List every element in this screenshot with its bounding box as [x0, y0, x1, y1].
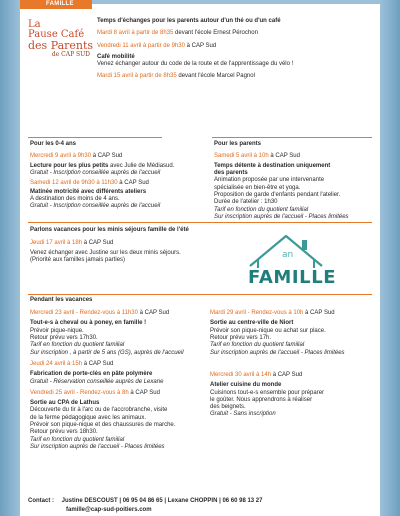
- cafe-section: [97, 18, 293, 80]
- parents-desc-4: Durée de l'atelier : 1h30: [214, 199, 278, 206]
- event-1-line-2: Retour prévu vers 17h30.: [30, 334, 98, 341]
- sejours-date: Jeudi 17 avril à 18h à CAP Sud: [30, 240, 114, 247]
- divider: [212, 137, 372, 138]
- event-3-note-2: Sur inscription auprès de l'accueil - Places limitées: [30, 444, 165, 450]
- event-4-note-1: Tarif en fonction du quotient familial: [210, 342, 305, 349]
- brand-word: FAMILLE: [248, 267, 337, 288]
- cafe-mobilite-desc: Venez échanger autour du code de la route et de l'apprentissage du vélo !: [97, 61, 294, 68]
- event-4-line-2: Retour prévu vers 17h.: [210, 334, 272, 341]
- event-4-date: Mardi 29 avril - Rendez-vous à 10h à CAP Sud: [210, 310, 335, 316]
- event-1-line-1: Prévoir pique-nique.: [30, 327, 84, 334]
- sejours-title: Parlons vacances pour les minis séjours famille de l'été: [30, 227, 189, 233]
- vacances-title-block: [30, 297, 92, 304]
- event-4-line-1: Prévoir son pique-nique ou achat sur place.: [210, 327, 326, 334]
- event-1-note-2: Sur inscription , à partir de 5 ans (GS), auprès de l'accueil: [30, 349, 184, 356]
- vacances-right-column: [210, 310, 345, 419]
- kids-title: Pour les 0-4 ans: [30, 141, 77, 147]
- event-5-date: Mercredi 30 avril à 14h à CAP Sud: [210, 371, 303, 378]
- parents-note-2: Sur inscription auprès de l'accueil - Places limitées: [214, 213, 349, 220]
- parents-desc-3: Proposition de garde d'enfants pendant l'atelier.: [214, 191, 341, 198]
- event-3-line-1: Découverte du tir à l'arc ou de l'accrobranche, visite: [30, 407, 168, 414]
- parents-desc-1: Animation proposée par une intervenante: [214, 177, 325, 184]
- kids-section: [30, 141, 174, 211]
- sejours-desc-1: Venez échanger avec Justine sur les deux minis séjours.: [30, 249, 181, 256]
- sejours-desc-2: (Priorité aux familles jamais parties): [30, 256, 126, 263]
- event-2-date: Jeudi 24 avril à 15h à CAP Sud: [30, 360, 114, 367]
- contact-label: Contact :: [28, 498, 54, 504]
- event-1-note-1: Tarif en fonction du quotient familial: [30, 342, 125, 349]
- event-5-note-1: Gratuit - Sans inscription: [210, 411, 276, 418]
- vacances-title: Pendant les vacances: [30, 297, 93, 303]
- parents-event-title-2: des parents: [214, 169, 248, 176]
- contact-names-phones: Justine DESCOUST | 06 95 04 86 65 | Lexane CHOPPIN | 06 60 98 13 27: [61, 498, 263, 504]
- cafe-title: Temps d'échanges pour les parents autour d'un thé ou d'un café: [97, 18, 281, 24]
- kids-event-a-date: Mercredi 9 avril à 9h30 à CAP Sud: [30, 153, 123, 160]
- event-2-title: Fabrication de porte-clés en pâte polymère: [30, 371, 153, 378]
- cafe-row-1: Mardi 8 avril à partir de 8h35 devant l'école Ernest Pérochon: [97, 30, 258, 37]
- sejours-section: [30, 227, 189, 264]
- divider: [28, 294, 372, 295]
- parents-event-title: Temps détente à destination uniquement: [214, 162, 331, 169]
- event-5-title: Atelier cuisine du monde: [210, 382, 282, 389]
- divider: [28, 222, 372, 223]
- pause-cafe-logo: La Pause Café des Parents de CAP SUD: [28, 19, 94, 58]
- event-3-line-3: Prévoir son pique-nique et des chaussures de marche.: [30, 422, 176, 429]
- contact-email[interactable]: famille@cap-sud-poitiers.com: [66, 507, 152, 513]
- event-2-note: Gratuit - Réservation conseillée auprès de Lexane: [30, 378, 164, 385]
- parents-section: [214, 141, 349, 221]
- contact-line: [28, 498, 262, 505]
- cafe-row-2: Vendredi 11 avril à partir de 9h30 à CAP Sud: [97, 42, 217, 49]
- vacances-left-column: [30, 310, 184, 451]
- event-4-title: Sortie au centre-ville de Niort: [210, 320, 294, 327]
- event-5-line-2: le goûter. Nous apprendrons à réaliser: [210, 396, 313, 403]
- parents-title: Pour les parents: [214, 141, 262, 147]
- parents-desc-2: spécialisée en bien-être et yoga.: [214, 184, 301, 191]
- event-5-line-1: Cuisinons tout-e-s ensemble pour préparer: [210, 389, 325, 396]
- event-4-note-2: Sur inscription auprès de l'accueil - Places limitées: [210, 349, 345, 356]
- kids-event-a-note: Gratuit - Inscription conseillée auprès de l'accueil: [30, 169, 161, 176]
- event-1-date: Mercredi 23 avril - Rendez-vous à 11h30 à CAP Sud: [30, 310, 170, 316]
- cafe-row-4: Mardi 15 avril à partir de 8h35 devant l'école Marcel Pagnol: [97, 72, 255, 79]
- divider: [28, 137, 162, 138]
- kids-event-b-date: Samedi 12 avril de 9h30 à 11h30 à CAP Sud: [30, 180, 149, 187]
- event-1-title: Tout-e-s à cheval ou à poney, en famille !: [30, 320, 147, 327]
- section-tab: FAMILLE: [20, 0, 92, 9]
- kids-event-b-desc: A destination des moins de 4 ans.: [30, 195, 120, 202]
- kids-event-a-title: Lecture pour les plus petits avec Julie de Médiasud.: [30, 162, 175, 169]
- event-3-line-4: Retour prévu vers 18h30.: [30, 429, 98, 436]
- event-3-line-2: de la ferme pédagogique avec les animaux.: [30, 414, 147, 421]
- event-3-title: Sortie au CPA de Lathus: [30, 400, 100, 407]
- kids-event-b-note: Gratuit - Inscription conseillée auprès de l'accueil: [30, 203, 161, 210]
- parents-date: Samedi 5 avril à 10h à CAP Sud: [214, 153, 300, 160]
- brand-small-word: an: [282, 250, 294, 260]
- cafe-mobilite-title: Café mobilité: [97, 53, 135, 60]
- event-5-line-3: des beignets.: [210, 404, 246, 411]
- kids-event-b-title: Matinée motricité avec différents ateliers: [30, 188, 147, 195]
- event-3-date: Vendredi 25 avril - Rendez-vous à 8h à CAP Sud: [30, 389, 160, 396]
- event-3-note-1: Tarif en fonction du quotient familial: [30, 436, 125, 443]
- parents-note-1: Tarif en fonction du quotient familial: [214, 206, 309, 213]
